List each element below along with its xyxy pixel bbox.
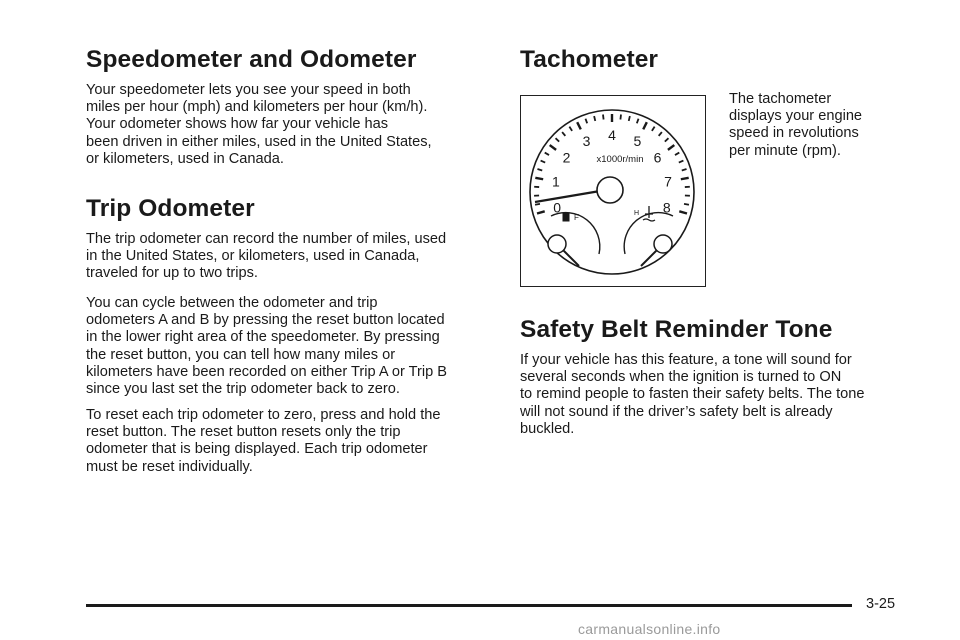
tachometer-illustration xyxy=(520,95,706,287)
tick-mark xyxy=(585,119,587,124)
tick-mark xyxy=(679,161,684,163)
dial-number-7: 7 xyxy=(664,173,672,190)
tick-mark xyxy=(594,116,595,121)
tachometer-gauge-svg xyxy=(521,96,704,285)
tick-mark xyxy=(668,145,674,150)
tick-mark xyxy=(684,204,689,205)
tick-mark xyxy=(652,127,655,131)
tick-mark xyxy=(545,153,549,156)
unit-label: x1000r/min xyxy=(596,154,644,165)
tach-needle xyxy=(535,190,606,202)
tick-mark xyxy=(537,169,542,170)
tick-mark xyxy=(620,115,621,120)
tick-mark xyxy=(569,127,572,131)
safety-belt-heading: Safety Belt Reminder Tone xyxy=(520,316,833,343)
dial-number-3: 3 xyxy=(582,132,591,149)
tick-mark xyxy=(541,161,546,163)
trip-odometer-paragraph-2: You can cycle between the odometer and trip odometers A and B by pressing the reset button located in the lower right area of the speedometer. By pressing the reset button, you can tell how many miles or kilometers have been recorded on either Trip A or Trip B since you last set the trip odometer back to zero. xyxy=(86,295,447,398)
trip-odometer-paragraph-3: To reset each trip odometer to zero, press and hold the reset button. The reset button resets only the trip odometer that is being displayed. Each trip odometer must be reset individually. xyxy=(86,407,441,475)
dial-number-5: 5 xyxy=(633,132,642,149)
speedometer-heading: Speedometer and Odometer xyxy=(86,46,417,73)
tachometer-heading: Tachometer xyxy=(520,46,659,73)
tick-mark xyxy=(682,169,687,170)
trip-odometer-heading: Trip Odometer xyxy=(86,195,255,222)
tachometer-description: The tachometer displays your engine speed in revolutions per minute (rpm). xyxy=(729,91,863,159)
fuel-full-label: F xyxy=(574,213,579,222)
tick-mark xyxy=(562,132,565,136)
dial-number-1: 1 xyxy=(552,173,560,190)
safety-belt-paragraph: If your vehicle has this feature, a tone will sound for several seconds when the ignition is turned to ON to remind people to fasten their safety belts. The tone will not sound if the driver’s safety belt is already buckled. xyxy=(520,352,865,437)
tick-mark xyxy=(681,178,689,179)
tick-mark xyxy=(603,115,604,120)
fuel-pump-icon xyxy=(563,213,569,221)
dial-number-0: 0 xyxy=(553,199,562,216)
tick-mark xyxy=(629,116,630,121)
tick-mark xyxy=(637,119,639,124)
tick-mark xyxy=(665,138,669,141)
tick-mark xyxy=(535,178,543,179)
tick-mark xyxy=(550,145,556,150)
trip-odometer-paragraph-1: The trip odometer can record the number of miles, used in the United States, or kilometers, used in Canada, traveled for up to two trips. xyxy=(86,231,447,282)
tick-mark xyxy=(535,204,540,205)
tick-mark xyxy=(679,211,687,213)
dial-number-2: 2 xyxy=(562,149,571,166)
tick-mark xyxy=(643,122,647,129)
watermark: carmanualsonline.info xyxy=(578,621,721,637)
temp-gauge-needle xyxy=(641,250,657,266)
tick-mark xyxy=(577,122,581,129)
dial-number-4: 4 xyxy=(608,127,616,143)
footer-rule xyxy=(86,604,852,607)
page-number: 3-25 xyxy=(866,596,896,612)
tick-mark xyxy=(659,132,662,136)
tick-mark xyxy=(556,138,560,141)
tick-mark xyxy=(537,211,545,213)
dial-number-6: 6 xyxy=(653,149,662,166)
speedometer-paragraph: Your speedometer lets you see your speed in both miles per hour (mph) and kilometers per hour (km/h). Your odometer shows how far your vehicle has been driven in either miles, used in the United States, or kilometers, used in Canada. xyxy=(86,82,432,167)
needle-hub xyxy=(597,177,623,203)
dial-number-8: 8 xyxy=(662,199,671,216)
temp-hot-label: H xyxy=(634,210,640,217)
tick-mark xyxy=(675,153,679,156)
